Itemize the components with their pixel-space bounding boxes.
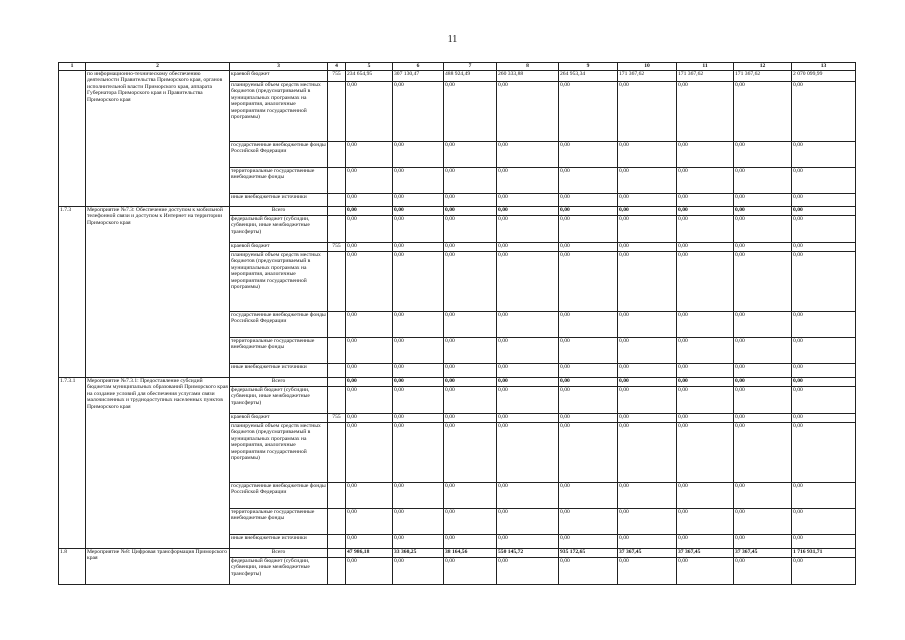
amount-cell: 0,00	[346, 364, 393, 378]
amount-cell: 0,00	[497, 243, 559, 252]
amount-cell: 0,00	[677, 142, 734, 168]
funding-source: федеральный бюджет (субсидии, субвенции, иные межбюджетные трансферты)	[230, 216, 328, 243]
amount-cell: 0,00	[559, 509, 618, 535]
funding-source: Всего	[230, 549, 328, 558]
funding-source: иные внебюджетные источники	[230, 194, 328, 207]
amount-cell: 0,00	[346, 243, 393, 252]
amount-cell: 0,00	[559, 312, 618, 338]
item-name: Мероприятие №8: Цифровая трансформация Приморского края	[86, 549, 230, 585]
amount-cell: 0,00	[734, 509, 792, 535]
budget-code	[328, 387, 346, 414]
column-header: 2	[86, 63, 230, 71]
amount-cell: 0,00	[677, 338, 734, 364]
table-row	[59, 71, 856, 82]
funding-source: федеральный бюджет (субсидии, субвенции, иные межбюджетные трансферты)	[230, 558, 328, 585]
funding-source: планируемый объем средств местных бюджетов (предусматриваемый в муниципальных программах на мероприятия, аналогичные мероприятиям государственной программы)	[230, 252, 328, 312]
amount-cell: 0,00	[677, 252, 734, 312]
amount-cell: 0,00	[497, 558, 559, 585]
amount-cell: 0,00	[734, 142, 792, 168]
amount-cell: 0,00	[734, 312, 792, 338]
amount-cell: 171 367,62	[734, 71, 792, 82]
amount-cell: 0,00	[792, 414, 856, 423]
amount-cell: 33 360,25	[393, 549, 444, 558]
funding-source: территориальные государственные внебюджетные фонды	[230, 509, 328, 535]
amount-cell: 0,00	[559, 423, 618, 483]
amount-cell: 0,00	[618, 216, 677, 243]
amount-cell: 0,00	[497, 207, 559, 216]
column-header: 12	[734, 63, 792, 71]
funding-source: Всего	[230, 207, 328, 216]
amount-cell: 0,00	[444, 142, 497, 168]
amount-cell: 0,00	[393, 243, 444, 252]
amount-cell: 0,00	[618, 312, 677, 338]
budget-code	[328, 378, 346, 387]
amount-cell: 0,00	[734, 558, 792, 585]
item-number	[59, 71, 86, 207]
amount-cell: 0,00	[559, 216, 618, 243]
amount-cell: 0,00	[618, 194, 677, 207]
column-header: 6	[393, 63, 444, 71]
amount-cell: 0,00	[734, 535, 792, 549]
amount-cell: 0,00	[618, 387, 677, 414]
amount-cell: 0,00	[792, 168, 856, 194]
page-number: 11	[447, 34, 458, 45]
amount-cell: 0,00	[618, 243, 677, 252]
amount-cell: 0,00	[444, 364, 497, 378]
amount-cell: 0,00	[792, 216, 856, 243]
budget-code	[328, 558, 346, 585]
amount-cell: 0,00	[559, 378, 618, 387]
amount-cell: 0,00	[393, 535, 444, 549]
amount-cell: 0,00	[393, 387, 444, 414]
amount-cell: 0,00	[393, 364, 444, 378]
amount-cell: 0,00	[734, 414, 792, 423]
funding-source: планируемый объем средств местных бюджетов (предусматриваемый в муниципальных программах на мероприятия, аналогичные мероприятиям государственной программы)	[230, 423, 328, 483]
amount-cell: 0,00	[677, 414, 734, 423]
funding-source: иные внебюджетные источники	[230, 364, 328, 378]
funding-source: территориальные государственные внебюджетные фонды	[230, 338, 328, 364]
amount-cell: 0,00	[677, 82, 734, 142]
budget-code	[328, 483, 346, 509]
amount-cell: 0,00	[792, 312, 856, 338]
budget-code	[328, 194, 346, 207]
amount-cell: 0,00	[497, 378, 559, 387]
amount-cell: 37 367,45	[734, 549, 792, 558]
amount-cell: 0,00	[618, 509, 677, 535]
amount-cell: 0,00	[618, 558, 677, 585]
amount-cell: 0,00	[792, 207, 856, 216]
amount-cell: 0,00	[346, 423, 393, 483]
amount-cell: 260 333,88	[497, 71, 559, 82]
column-header: 11	[677, 63, 734, 71]
budget-table	[58, 62, 856, 585]
amount-cell: 0,00	[393, 168, 444, 194]
amount-cell: 0,00	[346, 338, 393, 364]
amount-cell: 0,00	[792, 535, 856, 549]
amount-cell: 0,00	[734, 364, 792, 378]
amount-cell: 0,00	[792, 142, 856, 168]
amount-cell: 0,00	[444, 82, 497, 142]
amount-cell: 0,00	[677, 509, 734, 535]
column-header: 1	[59, 63, 86, 71]
column-header: 10	[618, 63, 677, 71]
amount-cell: 0,00	[559, 207, 618, 216]
amount-cell: 171 367,62	[618, 71, 677, 82]
budget-body	[59, 63, 856, 585]
amount-cell: 0,00	[618, 535, 677, 549]
amount-cell: 0,00	[792, 243, 856, 252]
amount-cell: 0,00	[444, 509, 497, 535]
amount-cell: 0,00	[497, 387, 559, 414]
amount-cell: 0,00	[792, 387, 856, 414]
amount-cell: 0,00	[677, 216, 734, 243]
amount-cell: 0,00	[734, 338, 792, 364]
amount-cell: 0,00	[393, 483, 444, 509]
amount-cell: 37 367,45	[618, 549, 677, 558]
amount-cell: 0,00	[559, 558, 618, 585]
amount-cell: 550 145,72	[497, 549, 559, 558]
column-header: 5	[346, 63, 393, 71]
amount-cell: 488 924,49	[444, 71, 497, 82]
amount-cell: 0,00	[444, 338, 497, 364]
amount-cell: 0,00	[393, 414, 444, 423]
item-name: по информационно-техническому обеспечению деятельности Правительства Приморского края, органов исполнительной власти Приморского края, аппарата Губернатора Приморского края и Правительства Приморского края	[86, 71, 230, 207]
budget-code	[328, 312, 346, 338]
amount-cell: 0,00	[677, 387, 734, 414]
budget-code: 755	[328, 71, 346, 82]
amount-cell: 0,00	[497, 483, 559, 509]
amount-cell: 0,00	[346, 483, 393, 509]
amount-cell: 0,00	[677, 243, 734, 252]
amount-cell: 0,00	[444, 216, 497, 243]
amount-cell: 0,00	[559, 338, 618, 364]
amount-cell: 0,00	[618, 142, 677, 168]
item-number: 1.8	[59, 549, 86, 585]
budget-code	[328, 535, 346, 549]
budget-code	[328, 168, 346, 194]
table-row	[59, 207, 856, 216]
amount-cell: 38 164,56	[444, 549, 497, 558]
amount-cell: 0,00	[393, 338, 444, 364]
funding-source: государственные внебюджетные фонды Российской Федерации	[230, 483, 328, 509]
amount-cell: 0,00	[346, 142, 393, 168]
amount-cell: 0,00	[444, 558, 497, 585]
amount-cell: 0,00	[559, 168, 618, 194]
amount-cell: 0,00	[444, 168, 497, 194]
amount-cell: 0,00	[559, 194, 618, 207]
amount-cell: 0,00	[444, 378, 497, 387]
amount-cell: 0,00	[677, 168, 734, 194]
item-number: 1.7.3.1	[59, 378, 86, 549]
amount-cell: 0,00	[444, 312, 497, 338]
amount-cell: 0,00	[677, 483, 734, 509]
funding-source: государственные внебюджетные фонды Российской Федерации	[230, 142, 328, 168]
amount-cell: 0,00	[792, 509, 856, 535]
amount-cell: 0,00	[677, 378, 734, 387]
amount-cell: 0,00	[734, 216, 792, 243]
item-name: Мероприятие №7.3: Обеспечение доступом к мобильной телефонной связи и доступом к Интернет на территории Приморского края	[86, 207, 230, 378]
amount-cell: 0,00	[497, 168, 559, 194]
amount-cell: 0,00	[734, 423, 792, 483]
amount-cell: 0,00	[444, 423, 497, 483]
amount-cell: 0,00	[444, 483, 497, 509]
amount-cell: 0,00	[734, 207, 792, 216]
amount-cell: 0,00	[393, 207, 444, 216]
amount-cell: 0,00	[618, 168, 677, 194]
amount-cell: 307 130,47	[393, 71, 444, 82]
amount-cell: 0,00	[734, 483, 792, 509]
amount-cell: 0,00	[677, 535, 734, 549]
budget-code	[328, 207, 346, 216]
amount-cell: 0,00	[346, 558, 393, 585]
column-header: 4	[328, 63, 346, 71]
budget-code	[328, 364, 346, 378]
amount-cell: 0,00	[346, 207, 393, 216]
funding-source: федеральный бюджет (субсидии, субвенции, иные межбюджетные трансферты)	[230, 387, 328, 414]
amount-cell: 0,00	[393, 142, 444, 168]
amount-cell: 2 070 099,99	[792, 71, 856, 82]
amount-cell: 0,00	[618, 414, 677, 423]
amount-cell: 0,00	[497, 414, 559, 423]
amount-cell: 0,00	[444, 535, 497, 549]
amount-cell: 0,00	[618, 207, 677, 216]
column-header: 9	[559, 63, 618, 71]
amount-cell: 0,00	[444, 414, 497, 423]
amount-cell: 0,00	[346, 82, 393, 142]
amount-cell: 0,00	[393, 423, 444, 483]
amount-cell: 0,00	[792, 483, 856, 509]
amount-cell: 0,00	[497, 509, 559, 535]
funding-source: краевой бюджет	[230, 243, 328, 252]
amount-cell: 0,00	[792, 423, 856, 483]
budget-code	[328, 423, 346, 483]
amount-cell: 0,00	[497, 423, 559, 483]
amount-cell: 0,00	[792, 252, 856, 312]
budget-code	[328, 82, 346, 142]
amount-cell: 0,00	[559, 387, 618, 414]
amount-cell: 0,00	[677, 312, 734, 338]
amount-cell: 0,00	[346, 509, 393, 535]
header-row	[59, 63, 856, 71]
amount-cell: 0,00	[792, 558, 856, 585]
amount-cell: 0,00	[559, 243, 618, 252]
column-header: 7	[444, 63, 497, 71]
amount-cell: 0,00	[677, 194, 734, 207]
amount-cell: 0,00	[393, 558, 444, 585]
amount-cell: 935 172,65	[559, 549, 618, 558]
amount-cell: 0,00	[346, 252, 393, 312]
amount-cell: 0,00	[734, 387, 792, 414]
column-header: 8	[497, 63, 559, 71]
amount-cell: 0,00	[559, 142, 618, 168]
amount-cell: 0,00	[559, 364, 618, 378]
amount-cell: 0,00	[792, 194, 856, 207]
amount-cell: 0,00	[393, 252, 444, 312]
amount-cell: 0,00	[618, 423, 677, 483]
amount-cell: 0,00	[346, 168, 393, 194]
budget-code	[328, 252, 346, 312]
budget-code: 755	[328, 243, 346, 252]
amount-cell: 0,00	[618, 378, 677, 387]
amount-cell: 0,00	[734, 378, 792, 387]
amount-cell: 0,00	[497, 216, 559, 243]
amount-cell: 0,00	[792, 364, 856, 378]
amount-cell: 0,00	[497, 338, 559, 364]
amount-cell: 0,00	[677, 364, 734, 378]
amount-cell: 0,00	[444, 194, 497, 207]
amount-cell: 0,00	[393, 312, 444, 338]
amount-cell: 0,00	[618, 252, 677, 312]
amount-cell: 0,00	[559, 535, 618, 549]
amount-cell: 0,00	[444, 243, 497, 252]
funding-source: краевой бюджет	[230, 414, 328, 423]
amount-cell: 0,00	[346, 194, 393, 207]
amount-cell: 0,00	[734, 194, 792, 207]
amount-cell: 0,00	[792, 338, 856, 364]
amount-cell: 0,00	[559, 414, 618, 423]
amount-cell: 0,00	[677, 207, 734, 216]
amount-cell: 0,00	[444, 387, 497, 414]
amount-cell: 0,00	[734, 243, 792, 252]
budget-code: 755	[328, 414, 346, 423]
funding-source: краевой бюджет	[230, 71, 328, 82]
amount-cell: 0,00	[677, 558, 734, 585]
amount-cell: 264 953,34	[559, 71, 618, 82]
amount-cell: 0,00	[346, 387, 393, 414]
amount-cell: 0,00	[393, 378, 444, 387]
amount-cell: 0,00	[677, 423, 734, 483]
funding-source: Всего	[230, 378, 328, 387]
amount-cell: 0,00	[497, 364, 559, 378]
budget-code	[328, 142, 346, 168]
amount-cell: 0,00	[497, 142, 559, 168]
funding-source: территориальные государственные внебюджетные фонды	[230, 168, 328, 194]
amount-cell: 0,00	[618, 483, 677, 509]
funding-source: государственные внебюджетные фонды Российской Федерации	[230, 312, 328, 338]
funding-source: планируемый объем средств местных бюджетов (предусматриваемый в муниципальных программах на мероприятия, аналогичные мероприятиям государственной программы)	[230, 82, 328, 142]
amount-cell: 0,00	[497, 252, 559, 312]
budget-code	[328, 338, 346, 364]
amount-cell: 37 367,45	[677, 549, 734, 558]
amount-cell: 0,00	[559, 483, 618, 509]
amount-cell: 0,00	[393, 82, 444, 142]
amount-cell: 0,00	[346, 378, 393, 387]
amount-cell: 1 716 931,71	[792, 549, 856, 558]
amount-cell: 0,00	[559, 252, 618, 312]
item-name: Мероприятие №7.3.1: Предоставление субсидий бюджетам муниципальных образований Приморского края на создание условий для обеспечения услугами связи малочисленных и труднодоступных населенных пунктов Приморского края	[86, 378, 230, 549]
amount-cell: 0,00	[346, 414, 393, 423]
amount-cell: 0,00	[393, 509, 444, 535]
budget-code	[328, 509, 346, 535]
amount-cell: 0,00	[792, 82, 856, 142]
amount-cell: 0,00	[346, 216, 393, 243]
amount-cell: 0,00	[734, 252, 792, 312]
amount-cell: 0,00	[393, 194, 444, 207]
amount-cell: 0,00	[497, 312, 559, 338]
amount-cell: 171 367,62	[677, 71, 734, 82]
table-row	[59, 549, 856, 558]
amount-cell: 0,00	[497, 535, 559, 549]
funding-source: иные внебюджетные источники	[230, 535, 328, 549]
column-header: 3	[230, 63, 328, 71]
amount-cell: 0,00	[346, 535, 393, 549]
amount-cell: 0,00	[618, 364, 677, 378]
budget-code	[328, 549, 346, 558]
amount-cell: 0,00	[444, 252, 497, 312]
amount-cell: 0,00	[618, 82, 677, 142]
amount-cell: 0,00	[497, 82, 559, 142]
column-header: 13	[792, 63, 856, 71]
amount-cell: 0,00	[559, 82, 618, 142]
amount-cell: 0,00	[346, 312, 393, 338]
table-row	[59, 378, 856, 387]
amount-cell: 0,00	[618, 338, 677, 364]
amount-cell: 0,00	[734, 168, 792, 194]
amount-cell: 0,00	[792, 378, 856, 387]
amount-cell: 0,00	[734, 82, 792, 142]
item-number: 1.7.3	[59, 207, 86, 378]
budget-code	[328, 216, 346, 243]
amount-cell: 0,00	[444, 207, 497, 216]
amount-cell: 0,00	[497, 194, 559, 207]
amount-cell: 234 654,95	[346, 71, 393, 82]
amount-cell: 0,00	[393, 216, 444, 243]
amount-cell: 47 986,18	[346, 549, 393, 558]
